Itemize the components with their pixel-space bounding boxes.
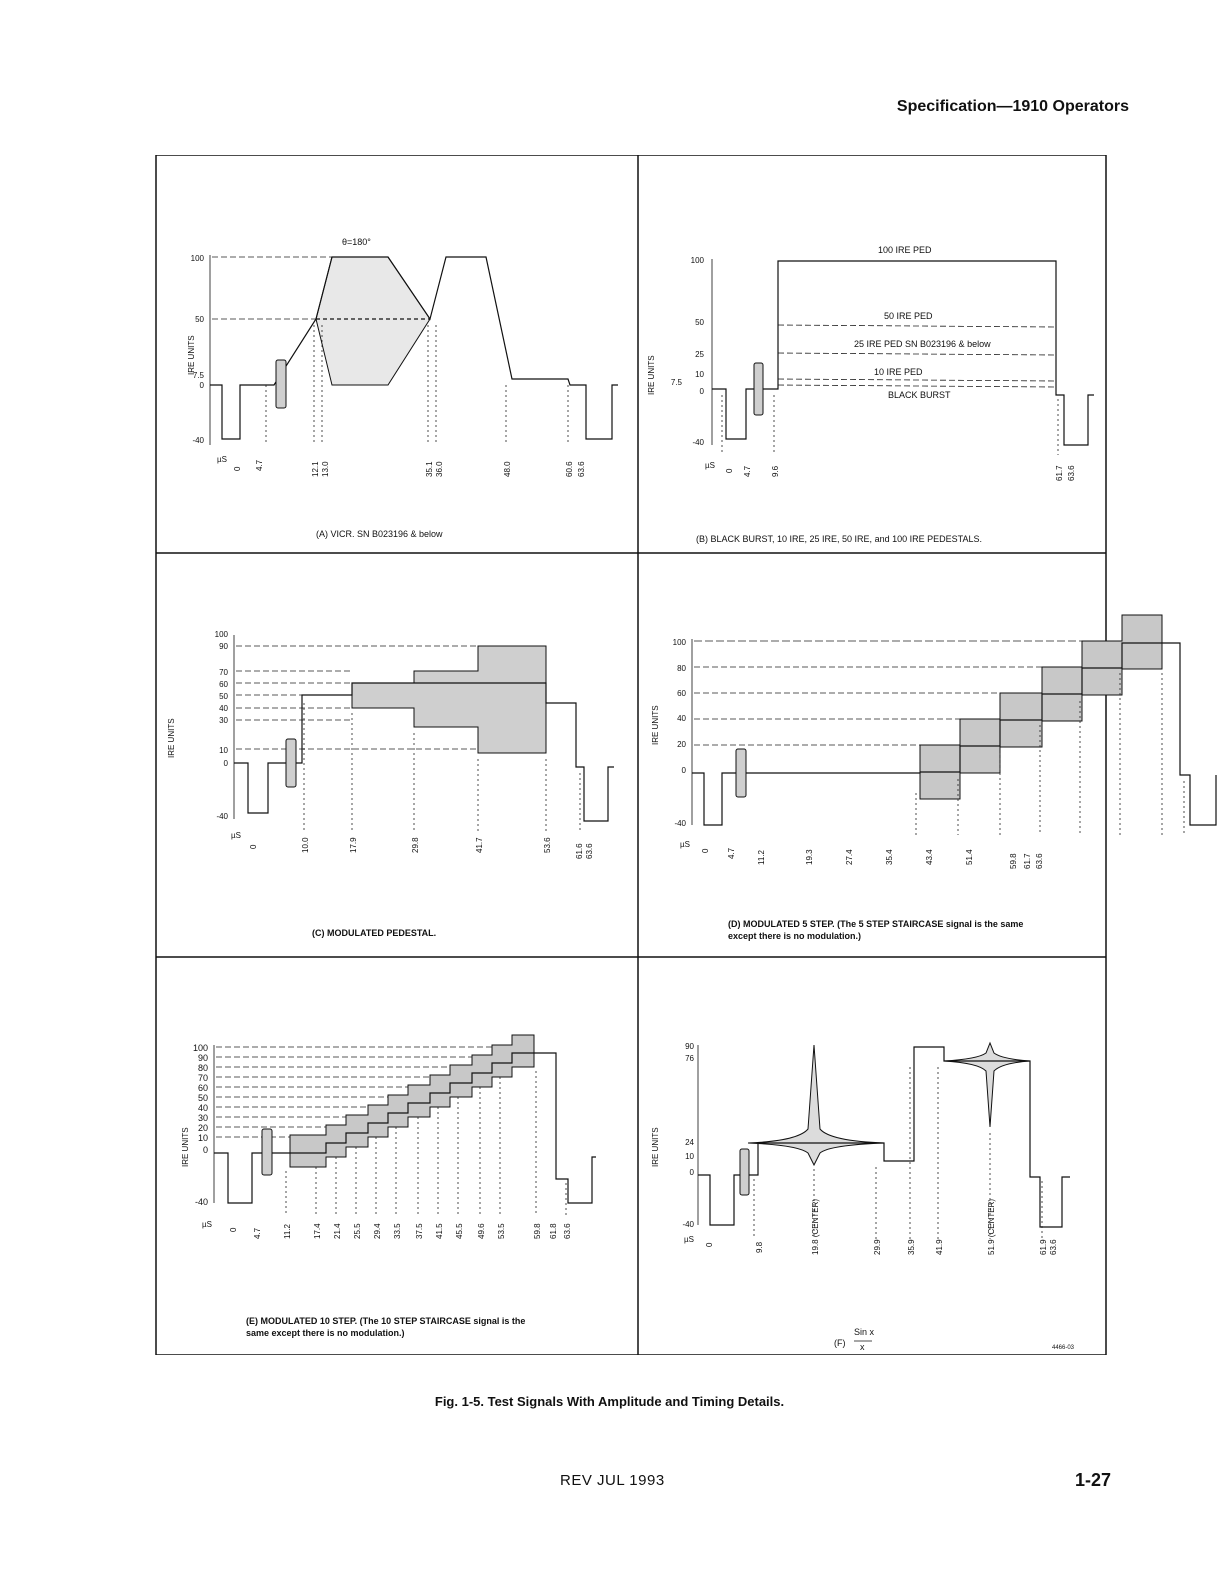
panel-f-xtick: 35.9 — [907, 1239, 916, 1255]
panel-b-ytick: 0 — [699, 387, 704, 396]
panel-f-caption-denominator: x — [860, 1342, 865, 1352]
panel-b-ytick: -40 — [692, 438, 704, 447]
panel-e-ytick: 70 — [197, 1073, 208, 1083]
panel-c-xtick: 41.7 — [475, 837, 484, 853]
panel-e-xtick: 4.7 — [253, 1227, 262, 1239]
panel-e-ytick: 40 — [197, 1103, 208, 1113]
panel-e-waveform — [156, 957, 638, 1355]
panel-e-xtick: 53.5 — [497, 1223, 506, 1239]
panel-d-unit: µS — [680, 840, 690, 849]
panel-a-theta-label: θ=180° — [342, 237, 371, 247]
panel-c-xtick: 10.0 — [301, 837, 310, 853]
panel-b-ytick: 7.5 — [670, 378, 682, 387]
panel-e-ytick: 20 — [197, 1123, 208, 1133]
panel-f-ytick: 10 — [685, 1152, 694, 1161]
panel-d-ytick: 0 — [681, 766, 686, 775]
panel-a-xtick: 0 — [233, 466, 242, 471]
panel-a-xtick: 36.0 — [435, 461, 444, 477]
panel-e-xtick: 25.5 — [353, 1223, 362, 1239]
panel-c-ytick: 10 — [219, 746, 228, 755]
panel-c-xtick: 17.9 — [349, 837, 358, 853]
panel-e-xtick: 59.8 — [533, 1223, 542, 1239]
panel-c-xtick: 29.8 — [411, 837, 420, 853]
panel-c-xtick: 0 — [249, 844, 258, 849]
panel-b-label-25: 25 IRE PED SN B023196 & below — [854, 339, 991, 349]
panel-d-xtick: 11.2 — [757, 850, 766, 865]
panel-e-ytick: 60 — [197, 1083, 208, 1093]
panel-d-caption: (D) MODULATED 5 STEP. (The 5 STEP STAIRCASE signal is the same except there is no modulation.) — [728, 919, 1024, 941]
panel-d-xtick: 27.4 — [845, 849, 854, 865]
panel-d-modulated-5-step — [638, 553, 1106, 957]
panel-e-xtick: 61.8 — [549, 1223, 558, 1239]
panel-b-xtick: 9.6 — [771, 465, 780, 477]
panel-a-ytick: 100 — [190, 254, 204, 263]
panel-f-ytick: 90 — [685, 1042, 694, 1051]
panel-b-xtick: 4.7 — [743, 465, 752, 477]
panel-f-xtick: 19.8 (CENTER) — [811, 1198, 820, 1255]
panel-c-caption: (C) MODULATED PEDESTAL. — [312, 928, 437, 938]
panel-e-xtick: 33.5 — [393, 1223, 402, 1239]
panel-a-ytick: -40 — [192, 436, 204, 445]
panel-b-label-50: 50 IRE PED — [884, 311, 933, 321]
panel-a-xtick: 13.0 — [321, 461, 330, 477]
panel-a-xtick: 35.1 — [425, 461, 434, 477]
panel-e-xtick: 17.4 — [313, 1223, 322, 1239]
panel-e-xtick: 0 — [229, 1227, 238, 1232]
panel-e-ytick: 90 — [197, 1053, 208, 1063]
panel-e-ytick: 80 — [197, 1063, 208, 1073]
panel-e-axis-label: IRE UNITS — [181, 1127, 190, 1167]
panel-c-ytick: 40 — [219, 704, 228, 713]
panel-f-ytick: 24 — [685, 1138, 694, 1147]
panel-b-xtick: 63.6 — [1067, 465, 1076, 481]
panel-d-ytick: 80 — [677, 664, 686, 673]
panel-f-xtick: 63.6 — [1049, 1239, 1058, 1255]
panel-b-label-10: 10 IRE PED — [874, 367, 923, 377]
panel-a-vicr — [156, 155, 638, 553]
footer-revision: REV JUL 1993 — [560, 1472, 665, 1489]
panel-b-ytick: 10 — [695, 370, 704, 379]
panel-d-xtick: 59.8 — [1009, 853, 1018, 869]
panel-b-xtick: 61.7 — [1055, 465, 1064, 481]
panel-e-xtick: 21.4 — [333, 1223, 342, 1239]
panel-e-ytick: 10 — [197, 1133, 208, 1143]
panel-c-ytick: 90 — [219, 642, 228, 651]
panel-e-xtick: 29.4 — [373, 1223, 382, 1239]
panel-f-xtick: 41.9 — [935, 1239, 944, 1255]
panel-a-xtick: 60.6 — [565, 461, 574, 477]
panel-c-xtick: 53.6 — [543, 837, 552, 853]
panel-a-unit: µS — [217, 455, 227, 464]
panel-e-xtick: 11.2 — [283, 1224, 292, 1239]
panel-f-unit: µS — [684, 1235, 694, 1244]
panel-a-xtick: 48.0 — [503, 461, 512, 477]
panel-e-xtick: 41.5 — [435, 1223, 444, 1239]
panel-a-ytick: 50 — [195, 315, 204, 324]
panel-b-ytick: 100 — [690, 256, 704, 265]
panel-c-unit: µS — [231, 831, 241, 840]
panel-c-ytick: 0 — [223, 759, 228, 768]
panel-b-xtick: 0 — [725, 468, 734, 473]
panel-c-ytick: 30 — [219, 716, 228, 725]
panel-e-ytick: 50 — [197, 1093, 208, 1103]
panel-b-ytick: 25 — [695, 350, 704, 359]
panel-c-ytick: 60 — [219, 680, 228, 689]
panel-d-xtick: 19.3 — [805, 849, 814, 865]
panel-e-caption: (E) MODULATED 10 STEP. (The 10 STEP STAIRCASE signal is the same except there is no modulation.) — [246, 1316, 526, 1338]
panel-d-xtick: 35.4 — [885, 849, 894, 865]
panel-d-axis-label: IRE UNITS — [651, 705, 660, 745]
panel-e-unit: µS — [202, 1220, 212, 1229]
panel-f-xtick: 0 — [705, 1242, 714, 1247]
page-header-title: Specification—1910 Operators — [896, 98, 1129, 115]
panel-d-xtick: 63.6 — [1035, 853, 1044, 869]
panel-c-modulated-pedestal — [156, 553, 638, 957]
panel-d-ytick: 20 — [677, 740, 686, 749]
panel-f-waveform — [638, 957, 1106, 1355]
panel-e-xtick: 49.6 — [477, 1223, 486, 1239]
panel-d-xtick: 61.7 — [1023, 853, 1032, 869]
panel-a-waveform — [156, 155, 638, 553]
panel-b-axis-label: IRE UNITS — [647, 355, 656, 395]
panel-d-ytick: 40 — [677, 714, 686, 723]
panel-c-waveform — [156, 553, 638, 957]
panel-d-xtick: 51.4 — [965, 849, 974, 865]
panel-c-ytick: 50 — [219, 692, 228, 701]
panel-b-label-black: BLACK BURST — [888, 390, 951, 400]
panel-f-ytick: 0 — [689, 1168, 694, 1177]
panel-a-xtick: 63.6 — [577, 461, 586, 477]
panel-d-ytick: 60 — [677, 689, 686, 698]
panel-e-xtick: 45.5 — [455, 1223, 464, 1239]
panel-c-xtick: 63.6 — [585, 843, 594, 859]
panel-d-ytick: 100 — [672, 638, 686, 647]
panel-e-xtick: 37.5 — [415, 1223, 424, 1239]
panel-a-ytick: 0 — [199, 381, 204, 390]
panel-b-waveform — [638, 155, 1106, 553]
panel-b-unit: µS — [705, 461, 715, 470]
panel-f-xtick: 29.9 — [873, 1239, 882, 1255]
panel-a-xtick: 12.1 — [311, 461, 320, 477]
panel-c-axis-label: IRE UNITS — [167, 718, 176, 758]
panel-c-ytick: 70 — [219, 668, 228, 677]
drawing-id: 4466-03 — [1052, 1345, 1075, 1351]
panel-f-caption-numerator: Sin x — [854, 1327, 875, 1337]
panel-d-waveform — [638, 553, 1106, 957]
figure-frame — [146, 155, 1116, 1355]
panel-e-ytick: 0 — [202, 1145, 208, 1155]
panel-a-xtick: 4.7 — [255, 459, 264, 471]
panel-e-ytick: 100 — [192, 1043, 208, 1053]
panel-f-caption-prefix: (F) — [834, 1338, 846, 1348]
panel-f-ytick: 76 — [685, 1054, 694, 1063]
panel-f-xtick: 9.8 — [755, 1241, 764, 1253]
panel-a-caption: (A) VICR. SN B023196 & below — [316, 529, 443, 539]
panel-c-ytick: -40 — [216, 812, 228, 821]
panel-f-ytick: -40 — [682, 1220, 694, 1229]
panel-b-label-100: 100 IRE PED — [878, 245, 932, 255]
panel-e-ytick: -40 — [194, 1197, 208, 1207]
panel-a-axis-label: IRE UNITS — [187, 335, 196, 375]
panel-a-ytick: 7.5 — [192, 371, 204, 380]
panel-b-ytick: 50 — [695, 318, 704, 327]
panel-d-ytick: -40 — [674, 819, 686, 828]
panel-f-axis-label: IRE UNITS — [651, 1127, 660, 1167]
panel-e-modulated-10-step — [156, 957, 638, 1355]
panel-c-xtick: 61.6 — [575, 843, 584, 859]
panel-e-ytick: 30 — [197, 1113, 208, 1123]
panel-e-xtick: 63.6 — [563, 1223, 572, 1239]
panel-d-xtick: 4.7 — [727, 847, 736, 859]
panel-d-xtick: 0 — [701, 848, 710, 853]
panel-d-xtick: 43.4 — [925, 849, 934, 865]
panel-b-caption: (B) BLACK BURST, 10 IRE, 25 IRE, 50 IRE, and 100 IRE PEDESTALS. — [696, 534, 982, 544]
footer-page-number: 1-27 — [1074, 1470, 1111, 1490]
panel-f-sin-x-over-x — [638, 957, 1106, 1355]
panel-f-xtick: 51.9 (CENTER) — [987, 1198, 996, 1255]
panel-c-ytick: 100 — [214, 630, 228, 639]
panel-b-black-burst — [638, 155, 1106, 553]
figure-caption: Fig. 1-5. Test Signals With Amplitude and Timing Details. — [434, 1394, 785, 1409]
panel-f-xtick: 61.9 — [1039, 1239, 1048, 1255]
